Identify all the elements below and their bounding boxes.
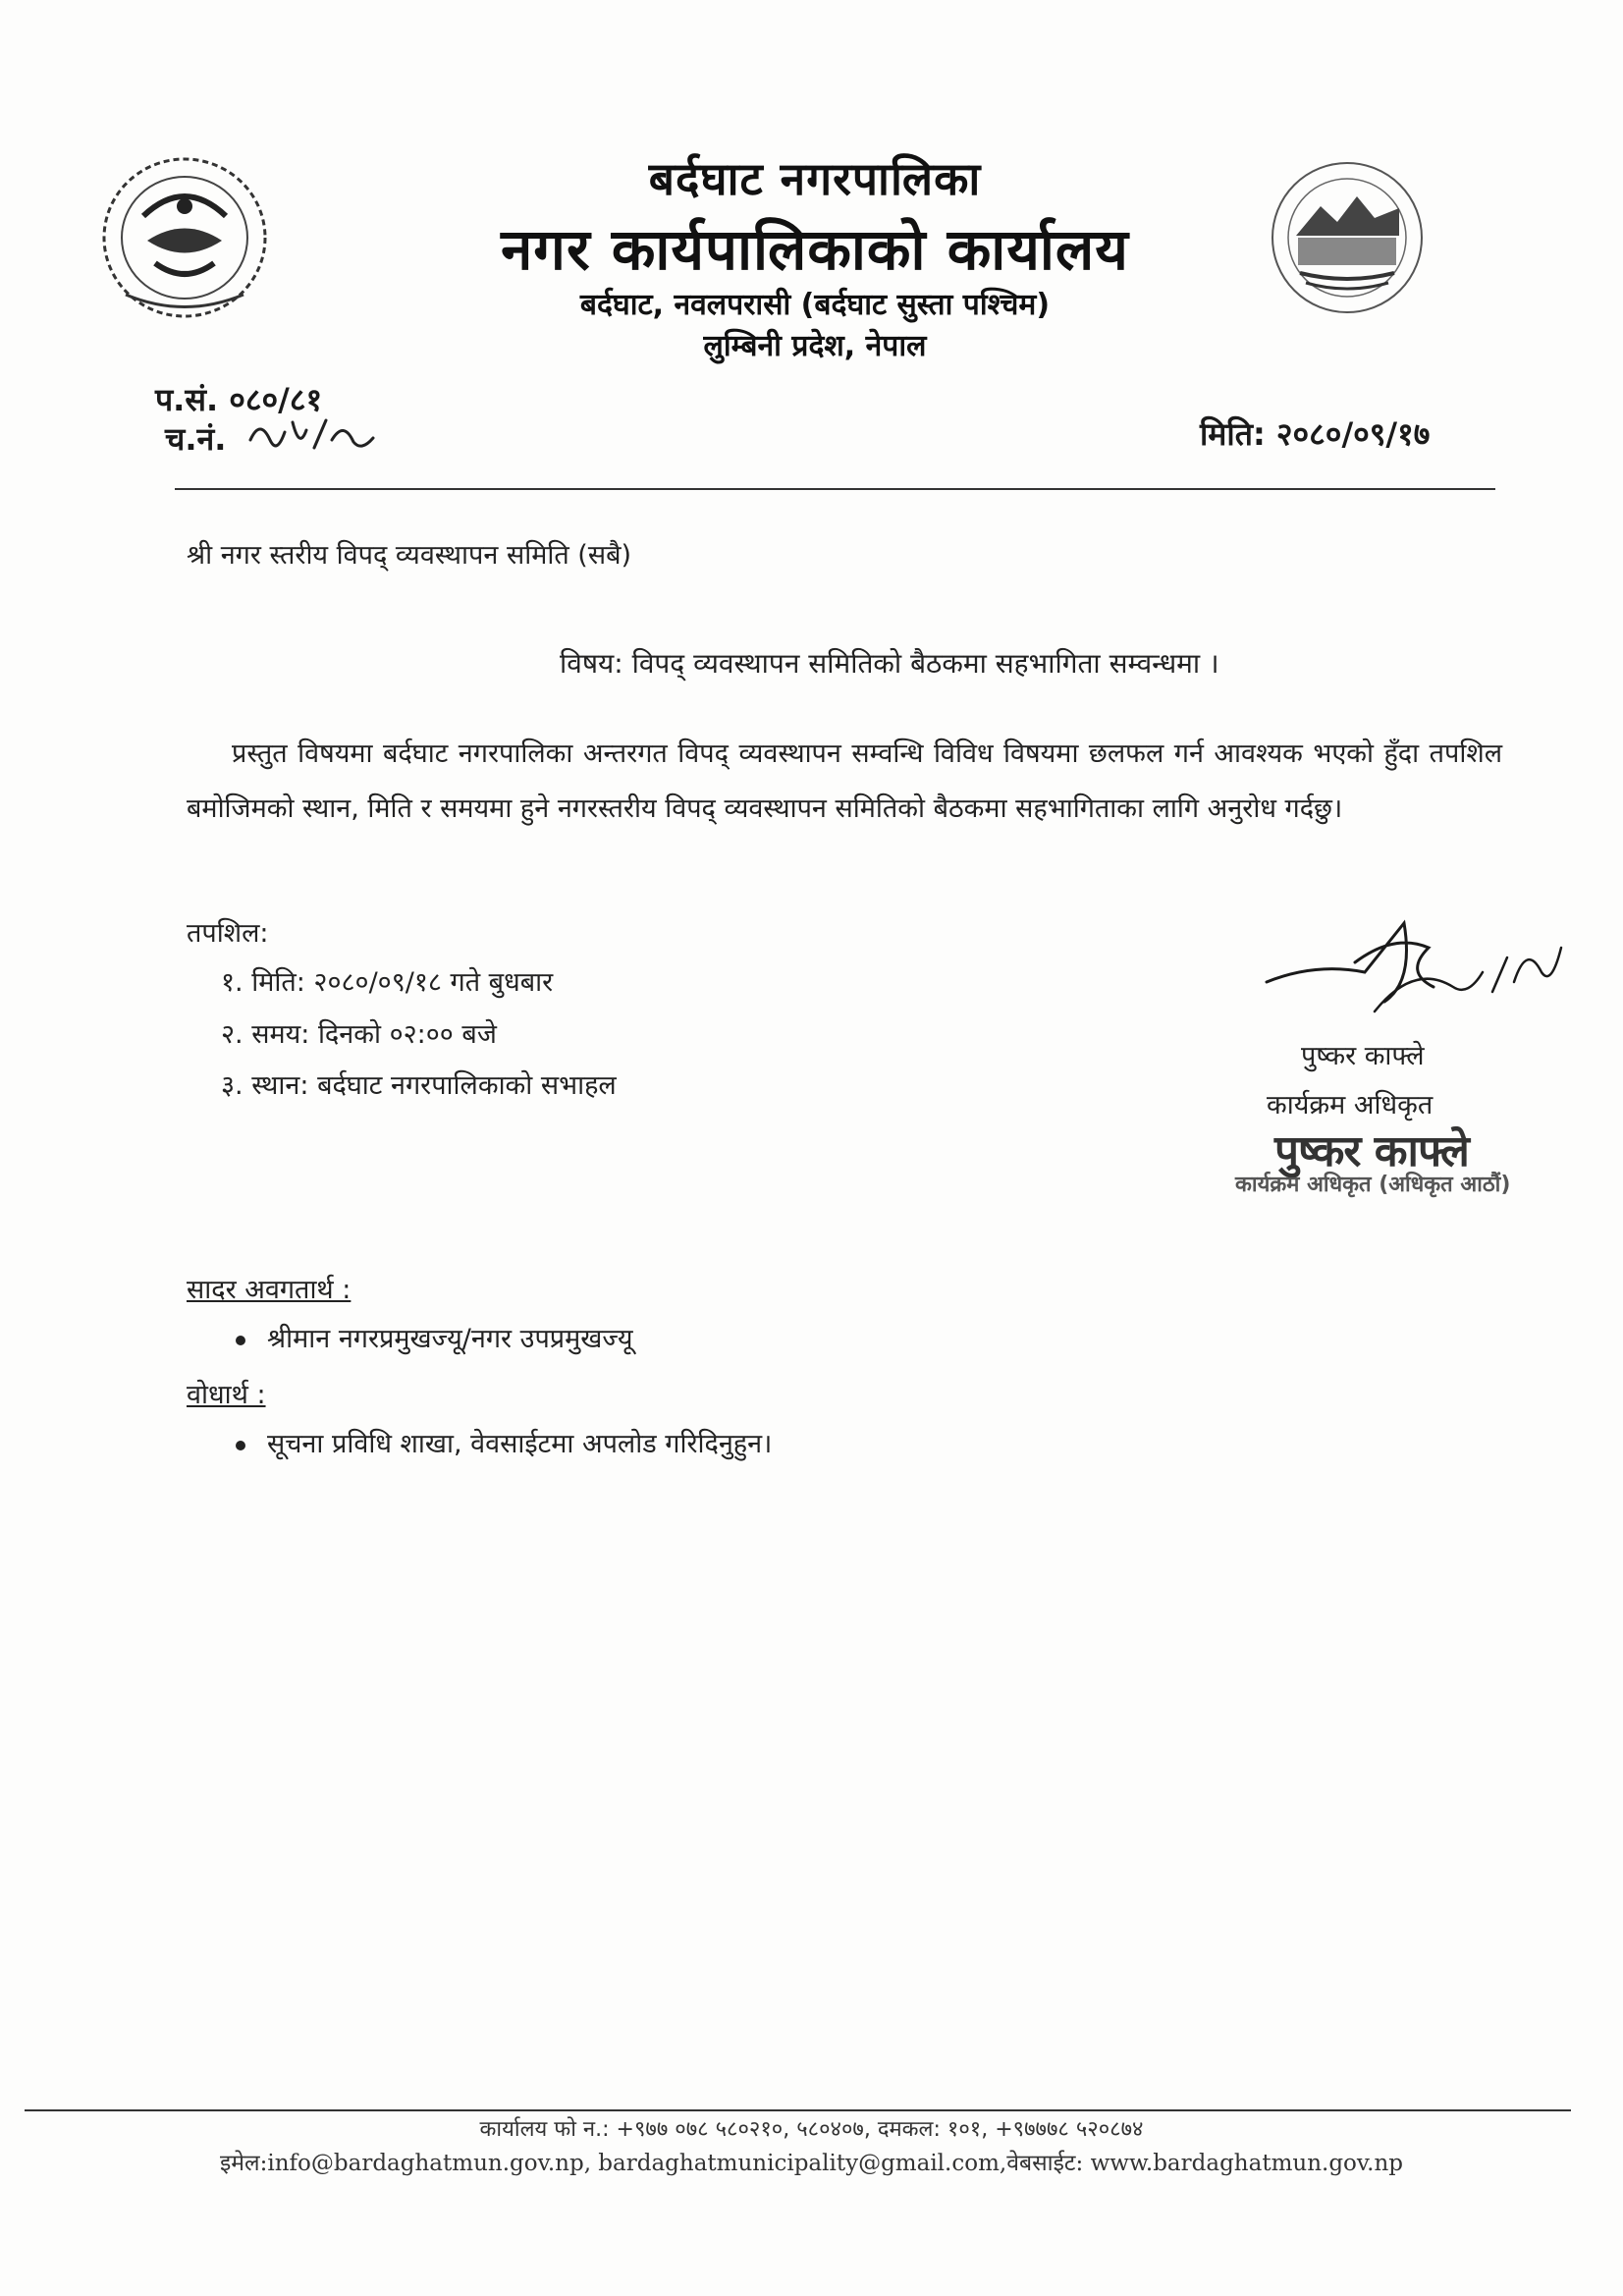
municipality-seal-logo bbox=[1267, 157, 1429, 319]
bullet-icon bbox=[236, 1336, 245, 1345]
info-item-text: सूचना प्रविधि शाखा, वेवसाईटमा अपलोड गरिदिनुहुन। bbox=[267, 1429, 773, 1459]
header-divider bbox=[175, 488, 1495, 490]
municipality-name: बर्दघाट नगरपालिका bbox=[648, 152, 982, 205]
cc-item-text: श्रीमान नगरप्रमुखज्यू/नगर उपप्रमुखज्यू bbox=[267, 1324, 633, 1354]
detail-venue: ३. स्थान: बर्दघाट नगरपालिकाको सभाहल bbox=[221, 1070, 617, 1101]
footer-divider bbox=[25, 2109, 1571, 2111]
stamp-signatory-name: पुष्कर काफ्ले bbox=[1274, 1126, 1469, 1176]
signatory-name: पुष्कर काफ्ले bbox=[1301, 1041, 1425, 1071]
bullet-icon bbox=[236, 1441, 245, 1450]
body-paragraph: प्रस्तुत विषयमा बर्दघाट नगरपालिका अन्तरगत विपद् व्यवस्थापन सम्वन्धि विविध विषयमा छलफल गर्न आवश्यक भएको हुँदा तपशिल बमोजिमको स्थान, मिति र समयमा हुने नगरस्तरीय विपद् व्यवस्थापन समितिको बैठकमा सहभागिताका लागि अनुरोध गर्दछु। bbox=[187, 738, 1502, 824]
dispatch-number-label: च.नं. bbox=[165, 420, 227, 458]
info-list-item bbox=[236, 1424, 772, 1460]
office-address: बर्दघाट, नवलपरासी (बर्दघाट सुस्ता पश्चिम) bbox=[579, 288, 1051, 322]
stamp-signatory-title: कार्यक्रम अधिकृत (अधिकृत आठौं) bbox=[1235, 1173, 1511, 1197]
cc-section-label: सादर अवगतार्थ : bbox=[187, 1275, 352, 1305]
detail-date: १. मिति: २०८०/०९/१८ गते बुधबार bbox=[221, 967, 554, 998]
cc-list-item bbox=[236, 1319, 632, 1355]
info-section-label: वोधार्थ : bbox=[187, 1380, 266, 1410]
handwritten-dispatch-number bbox=[245, 410, 383, 460]
reference-number: प.सं. ०८०/८१ bbox=[155, 381, 323, 418]
handwritten-signature bbox=[1257, 903, 1571, 1031]
detail-time: २. समय: दिनको ०२:०० बजे bbox=[221, 1019, 497, 1050]
footer-contact-web: इमेल:info@bardaghatmun.gov.np, bardaghatmunicipality@gmail.com,वेबसाईट: www.bardaghatmun.gov.np bbox=[219, 2151, 1403, 2176]
details-label: तपशिल: bbox=[187, 918, 269, 949]
nepal-emblem-logo bbox=[96, 147, 273, 324]
footer-contact-phones: कार्यालय फो न.: +९७७ ०७८ ५८०२१०, ५८०४०७, दमकल: १०१, +९७७७८ ५२०८७४ bbox=[479, 2117, 1144, 2142]
subject-line: विषय: विपद् व्यवस्थापन समितिको बैठकमा सहभागिता सम्वन्धमा । bbox=[560, 647, 1219, 680]
recipient: श्री नगर स्तरीय विपद् व्यवस्थापन समिति (सबै) bbox=[187, 540, 632, 571]
office-name: नगर कार्यपालिकाको कार्यालय bbox=[501, 216, 1129, 283]
letter-date: मिति: २०८०/०९/१७ bbox=[1200, 415, 1431, 453]
signatory-title: कार्यक्रम अधिकृत bbox=[1267, 1090, 1434, 1121]
office-province: लुम्बिनी प्रदेश, नेपाल bbox=[703, 329, 927, 363]
